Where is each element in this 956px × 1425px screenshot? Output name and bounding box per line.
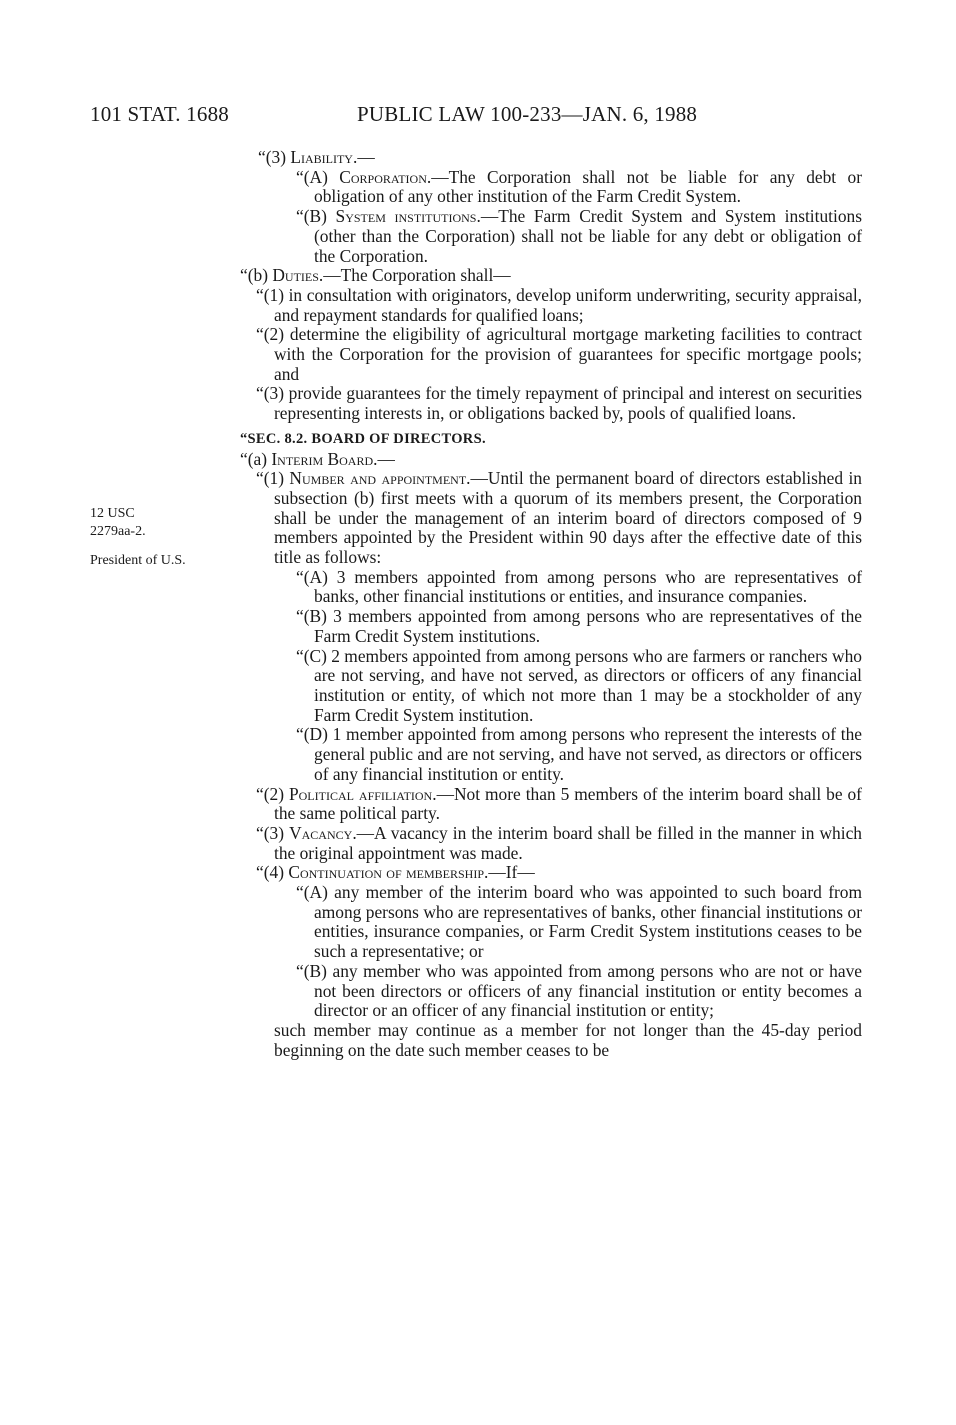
paragraph-appointment-c: “(C) 2 members appointed from among persons who are farmers or ranchers who are not serving, and have not served, as directors or officers of any financial institution or entity, of which not more than 1 may be a stockholder of any Farm Credit System institution. (296, 645, 862, 725)
heading-duties: Duties (272, 265, 319, 286)
paragraph-continuation-b: “(B) any member who was appointed from among persons who are not or have not been directors or officers of any financial institution or entity becomes a director or an officer of any financial institution or entity; (296, 960, 862, 1021)
paragraph-interim-board: “(a) Interim Board.— (240, 448, 395, 469)
paragraph-duty-3: “(3) provide guarantees for the timely repayment of principal and interest on securities representing interests in, or obligations backed by, pools of qualified loans. (256, 383, 862, 424)
heading-interim-board: Interim Board (271, 448, 374, 469)
paragraph-duties: “(b) Duties.—The Corporation shall— (240, 265, 511, 286)
paragraph-liability: “(3) Liability.— (258, 147, 375, 167)
document-body (240, 148, 862, 1060)
paragraph-appointment-a: “(A) 3 members appointed from among persons who are representatives of banks, other financial institutions or entities, and insurance companies. (296, 566, 862, 607)
page-stat-citation: 101 STAT. 1688 (90, 102, 229, 126)
paragraph-continuation: “(4) Continuation of membership.—If— (256, 862, 535, 883)
paragraph-appointment-b: “(B) 3 members appointed from among persons who are representatives of the Farm Credit System institutions. (296, 606, 862, 646)
margin-note-usc-title: 12 USC (90, 506, 135, 521)
paragraph-appointment-d: “(D) 1 member appointed from among persons who represent the interests of the general public and are not serving, and have not served, as directors or officers of any financial institution or entity. (296, 724, 862, 784)
paragraph-system-institutions: “(B) System institutions.—The Farm Credit System and System institutions (other than the Corporation) shall not be liable for any debt or obligation of the Corporation. (296, 206, 862, 266)
heading-continuation: Continuation of membership (288, 862, 484, 883)
heading-corporation: Corporation (339, 166, 427, 187)
heading-political-affiliation: Political affiliation (288, 783, 433, 804)
paragraph-political-affiliation: “(2) Political affiliation.—Not more than 5 members of the interim board shall be of the same political party. (256, 783, 862, 824)
heading-number-appointment: Number and appointment (289, 468, 467, 489)
paragraph-duty-1: “(1) in consultation with originators, develop uniform underwriting, security appraisal, and repayment standards for qualified loans; (256, 284, 862, 325)
paragraph-vacancy: “(3) Vacancy.—A vacancy in the interim board shall be filled in the manner in which the original appointment was made. (256, 822, 862, 863)
paragraph-continuation-a: “(A) any member of the interim board who was appointed to such board from among persons who are representatives of banks, other financial institutions or entities, insurance companies, or Farm Credit System institutions ceases to be such a representative; or (296, 882, 862, 962)
heading-system-institutions: System institutions (335, 206, 477, 227)
paragraph-corporation: “(A) Corporation.—The Corporation shall not be liable for any debt or obligation of any other institution of the Farm Credit System. (296, 166, 862, 207)
page-running-title: PUBLIC LAW 100-233—JAN. 6, 1988 (357, 102, 698, 126)
margin-note-usc (90, 505, 146, 541)
margin-note-president: President of U.S. (90, 553, 186, 568)
paragraph-duty-2: “(2) determine the eligibility of agricultural mortgage marketing facilities to contract with the Corporation for the provision of guarantees for specific mortgage pools; and (256, 324, 862, 384)
section-heading: “SEC. 8.2. BOARD OF DIRECTORS. (240, 430, 486, 447)
margin-note-usc-section: 2279aa-2. (90, 524, 146, 539)
heading-vacancy: Vacancy (289, 822, 353, 843)
paragraph-number-appointment: “(1) Number and appointment.—Until the permanent board of directors established in subsection (b) first meets with a quorum of its members present, the Corporation shall be under the management of an interim board of directors composed of 9 members appointed by the President within 90 days after the effective date of this title as follows: (256, 468, 862, 568)
paragraph-continuation-tail: such member may continue as a member for not longer than the 45-day period beginning on the date such member ceases to be (274, 1019, 862, 1060)
heading-liability: Liability (290, 147, 353, 167)
